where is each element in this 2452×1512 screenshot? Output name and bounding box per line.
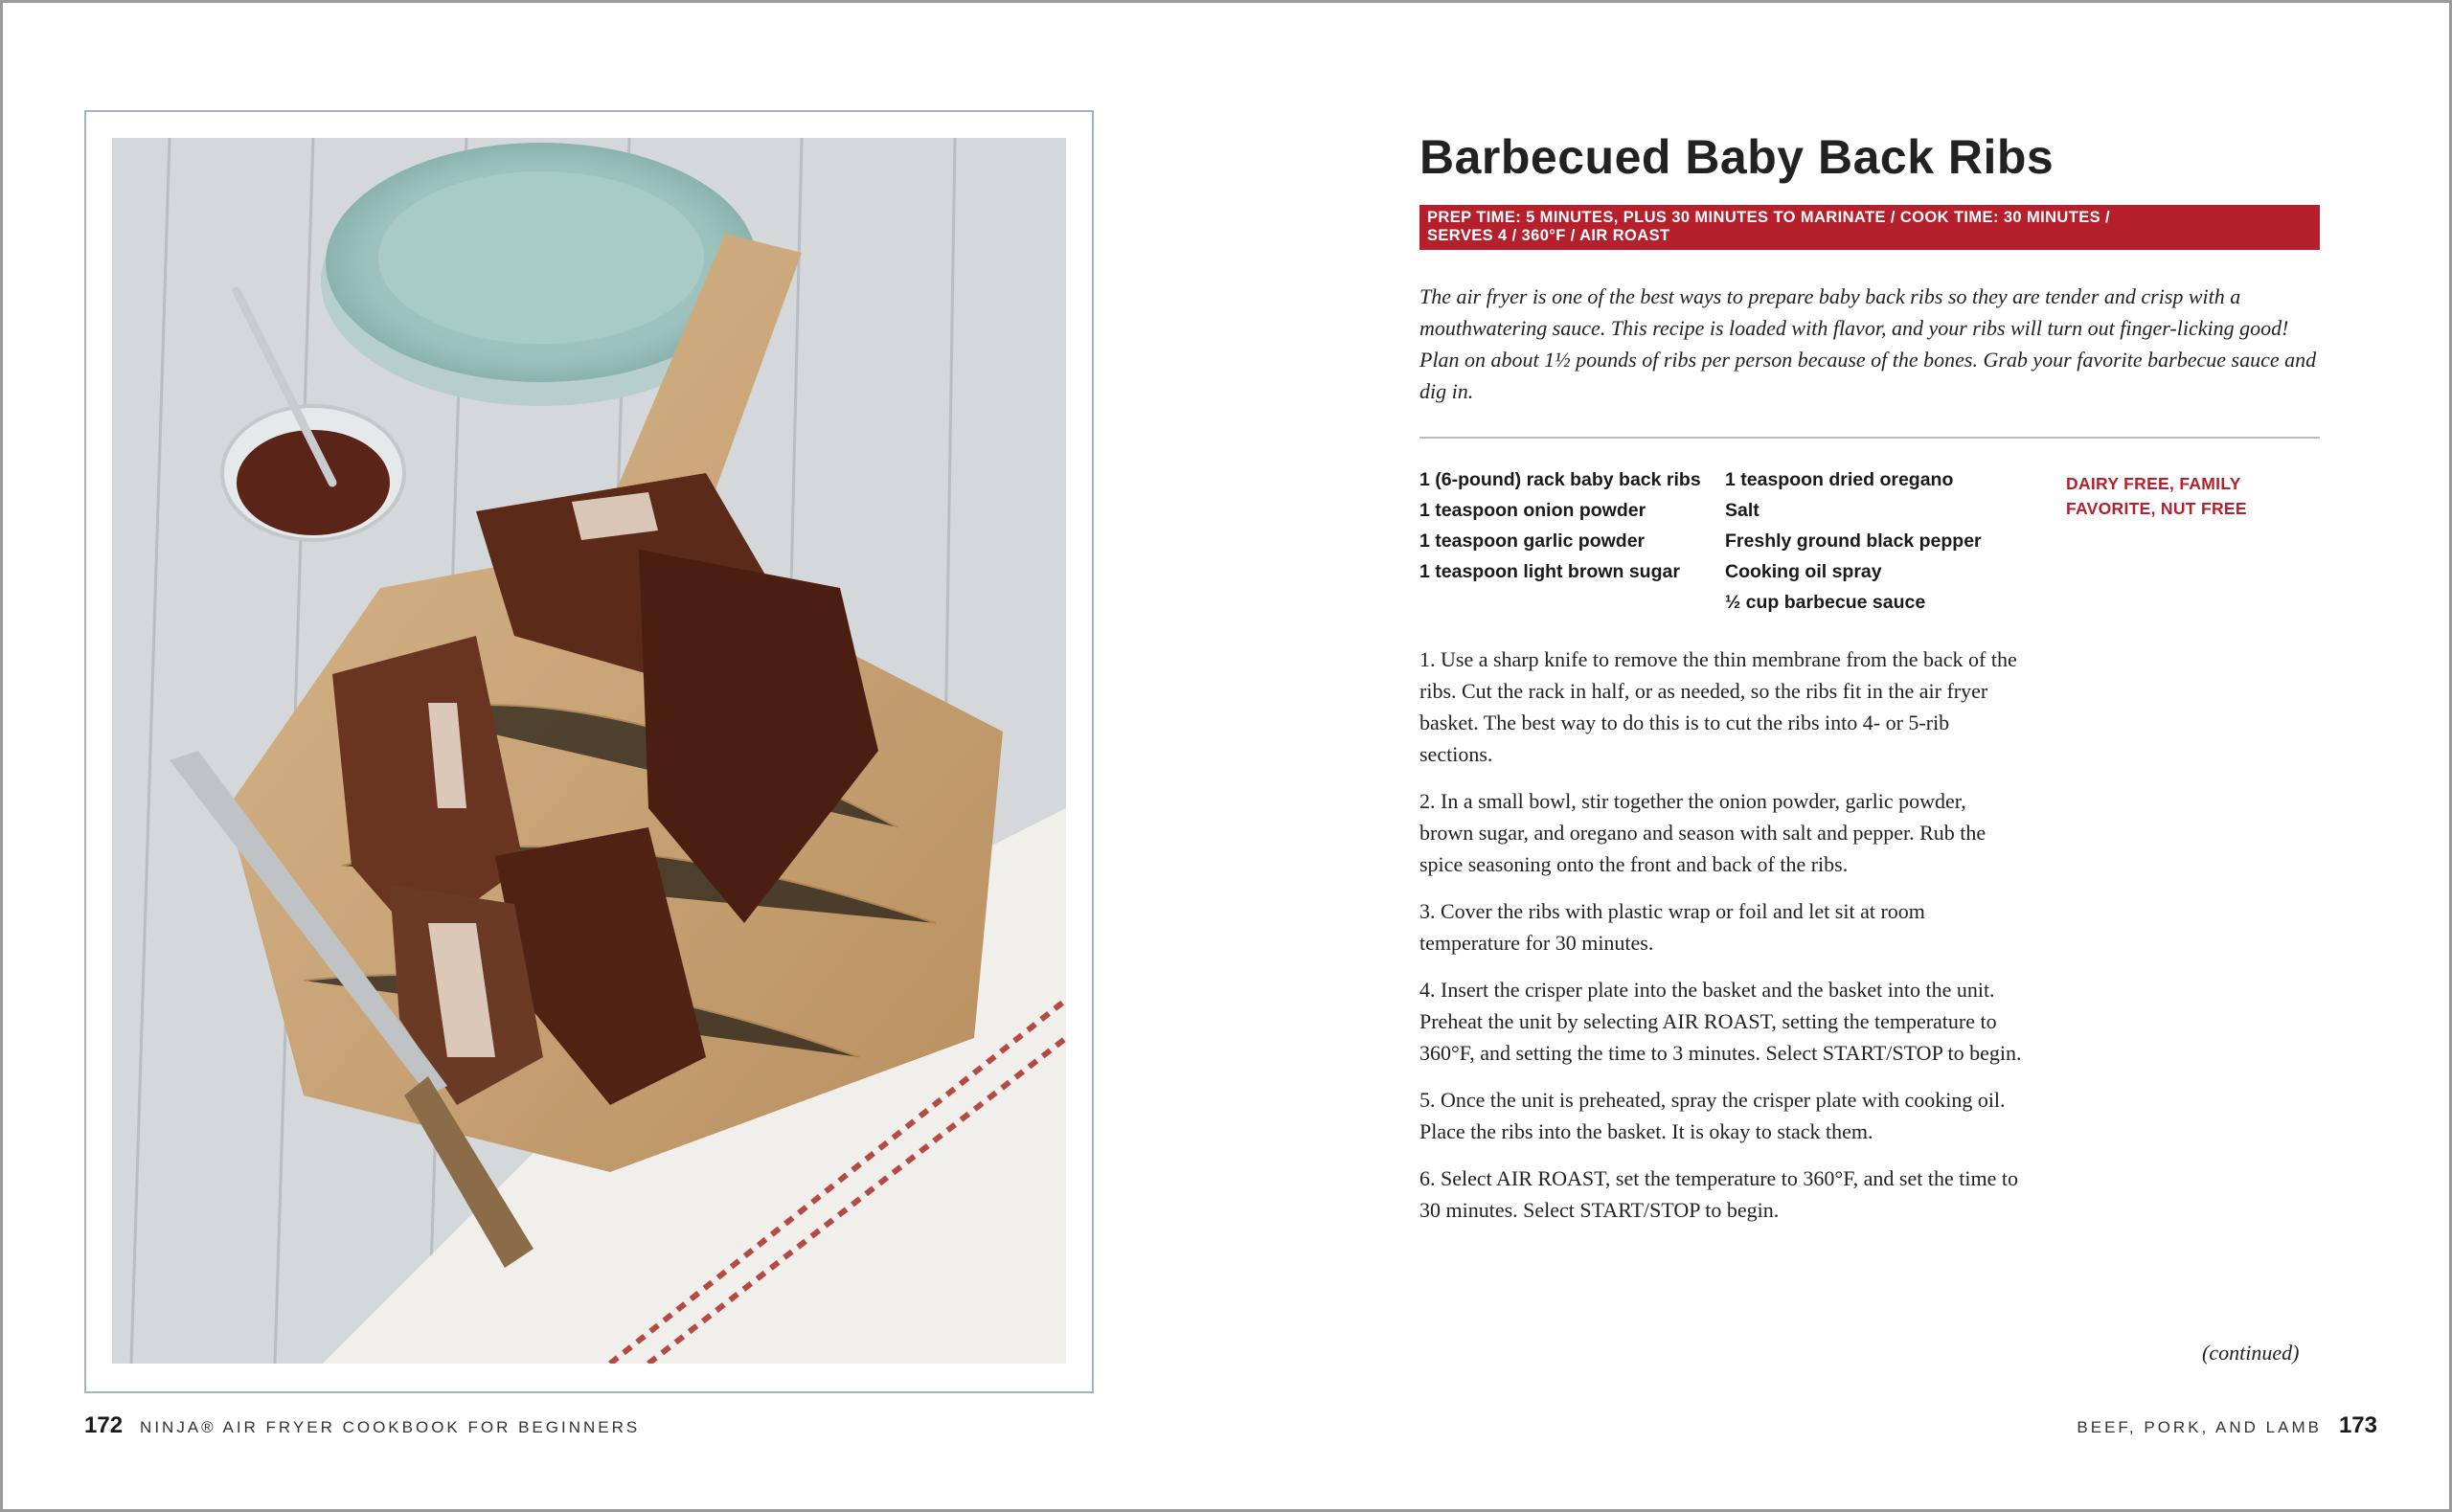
ingredients-column-2 <box>1725 468 2032 621</box>
page-number-left: 172 <box>84 1412 124 1438</box>
ribs-photo-illustration <box>112 138 1066 1364</box>
ingredient-item: 1 teaspoon dried oregano <box>1725 469 1954 490</box>
ingredient-item: 1 teaspoon onion powder <box>1419 500 1646 521</box>
recipe-meta-line-1: PREP TIME: 5 MINUTES, PLUS 30 MINUTES TO MARINATE / COOK TIME: 30 MINUTES / <box>1427 209 2110 226</box>
recipe-step: 4. Insert the crisper plate into the basket and the basket into the unit. Preheat the unit by selecting AIR ROAST, setting the temperature to 360°F, and setting the time to 3 minutes. Select START/STOP to begin. <box>1419 978 2022 1065</box>
section-divider <box>1419 437 2320 439</box>
ingredient-item: 1 teaspoon garlic powder <box>1419 530 1646 552</box>
recipe-step: 3. Cover the ribs with plastic wrap or foil and let sit at room temperature for 30 minutes. <box>1419 899 1925 955</box>
recipe-intro: The air fryer is one of the best ways to prepare baby back ribs so they are tender and crisp with a mouthwatering sauce. This recipe is loaded with flavor, and your ribs will turn out finger-licking good! Plan on about 1½ pounds of ribs per person because of the bones. Grab your favorite barbecue sauce and dig in. <box>1419 284 2317 403</box>
ingredient-item: Salt <box>1725 500 1760 521</box>
running-head-right: BEEF, PORK, AND LAMB <box>2077 1418 2322 1436</box>
page-number-right: 173 <box>2338 1412 2377 1438</box>
recipe-meta-line-2: SERVES 4 / 360°F / AIR ROAST <box>1427 227 1670 244</box>
recipe-steps <box>1419 643 2023 1241</box>
continued-note: (continued) <box>2202 1341 2300 1365</box>
left-folio <box>84 1412 640 1439</box>
ingredient-item: 1 (6-pound) rack baby back ribs <box>1419 469 1701 490</box>
ingredient-item: Freshly ground black pepper <box>1725 530 1982 552</box>
ingredient-item: Cooking oil spray <box>1725 561 1882 582</box>
ingredient-item: 1 teaspoon light brown sugar <box>1419 561 1680 582</box>
running-head-left: NINJA® AIR FRYER COOKBOOK FOR BEGINNERS <box>140 1418 641 1436</box>
recipe-meta-bar <box>1419 205 2320 250</box>
diet-tags: DAIRY FREE, FAMILY FAVORITE, NUT FREE <box>2066 474 2247 518</box>
recipe-step: 6. Select AIR ROAST, set the temperature to 360°F, and set the time to 30 minutes. Select START/STOP to begin. <box>1419 1166 2018 1222</box>
right-folio <box>2077 1412 2377 1439</box>
recipe-step: 1. Use a sharp knife to remove the thin membrane from the back of the ribs. Cut the rack in half, or as needed, so the ribs fit in the air fryer basket. The best way to do this is to cut the ribs into 4- or 5-rib sections. <box>1419 647 2017 766</box>
ingredients-column-1 <box>1419 468 1716 591</box>
recipe-title: Barbecued Baby Back Ribs <box>1419 130 2055 184</box>
recipe-step: 5. Once the unit is preheated, spray the crisper plate with cooking oil. Place the ribs into the basket. It is okay to stack them. <box>1419 1088 2006 1143</box>
recipe-step: 2. In a small bowl, stir together the onion powder, garlic powder, brown sugar, and oregano and season with salt and pepper. Rub the spice seasoning onto the front and back of the ribs. <box>1419 789 1987 876</box>
ingredient-item: ½ cup barbecue sauce <box>1725 592 1926 613</box>
photo-frame <box>84 110 1094 1393</box>
ribs-photo <box>112 138 1066 1364</box>
